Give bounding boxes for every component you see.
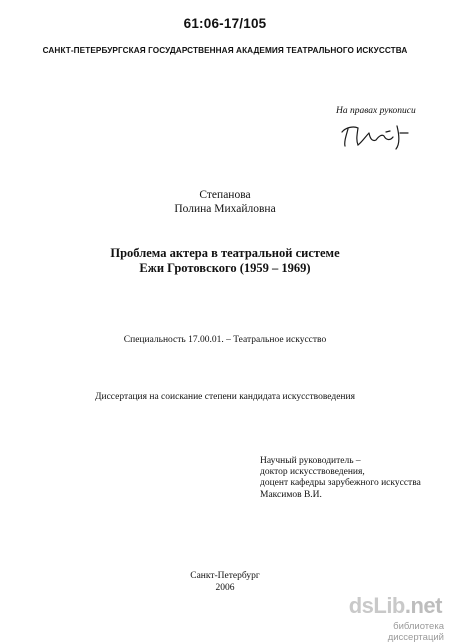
author-block: [0, 188, 450, 216]
footer-city-year: [0, 570, 450, 594]
author-surname: Степанова: [199, 189, 251, 201]
specialty: Специальность 17.00.01. – Театральное искусство: [123, 335, 327, 345]
watermark-caption: библиотека диссертаций: [387, 621, 444, 643]
advisor-line-3: доцент кафедры зарубежного искусства: [260, 478, 421, 489]
advisor-line-2: доктор искусствоведения,: [260, 467, 365, 478]
author-given-names: Полина Михайловна: [174, 203, 276, 215]
advisor-block: [260, 456, 421, 501]
watermark-logo-main: dsLib: [348, 593, 405, 618]
advisor-line-4: Максимов В.И.: [260, 489, 322, 500]
dissertation-type: Диссертация на соискание степени кандидата искусствоведения: [95, 392, 355, 402]
title-line-2: Ежи Гротовского (1959 – 1969): [139, 261, 311, 275]
footer-city: Санкт-Петербург: [190, 571, 260, 581]
dissertation-title: [0, 246, 450, 276]
advisor-line-1: Научный руководитель –: [260, 456, 361, 466]
catalog-number: 61:06-17/105: [183, 16, 267, 31]
title-line-1: Проблема актера в театральной системе: [110, 246, 340, 260]
footer-year: 2006: [215, 583, 235, 593]
watermark-logo-tld: .net: [404, 593, 442, 618]
institution-name: САНКТ-ПЕТЕРБУРГСКАЯ ГОСУДАРСТВЕННАЯ АКАДЕМИЯ ТЕАТРАЛЬНОГО ИСКУССТВА: [42, 46, 408, 55]
manuscript-note: На правах рукописи: [336, 106, 416, 116]
dslib-watermark[interactable]: [338, 593, 444, 643]
watermark-logo: [338, 593, 442, 619]
signature: [336, 118, 420, 152]
